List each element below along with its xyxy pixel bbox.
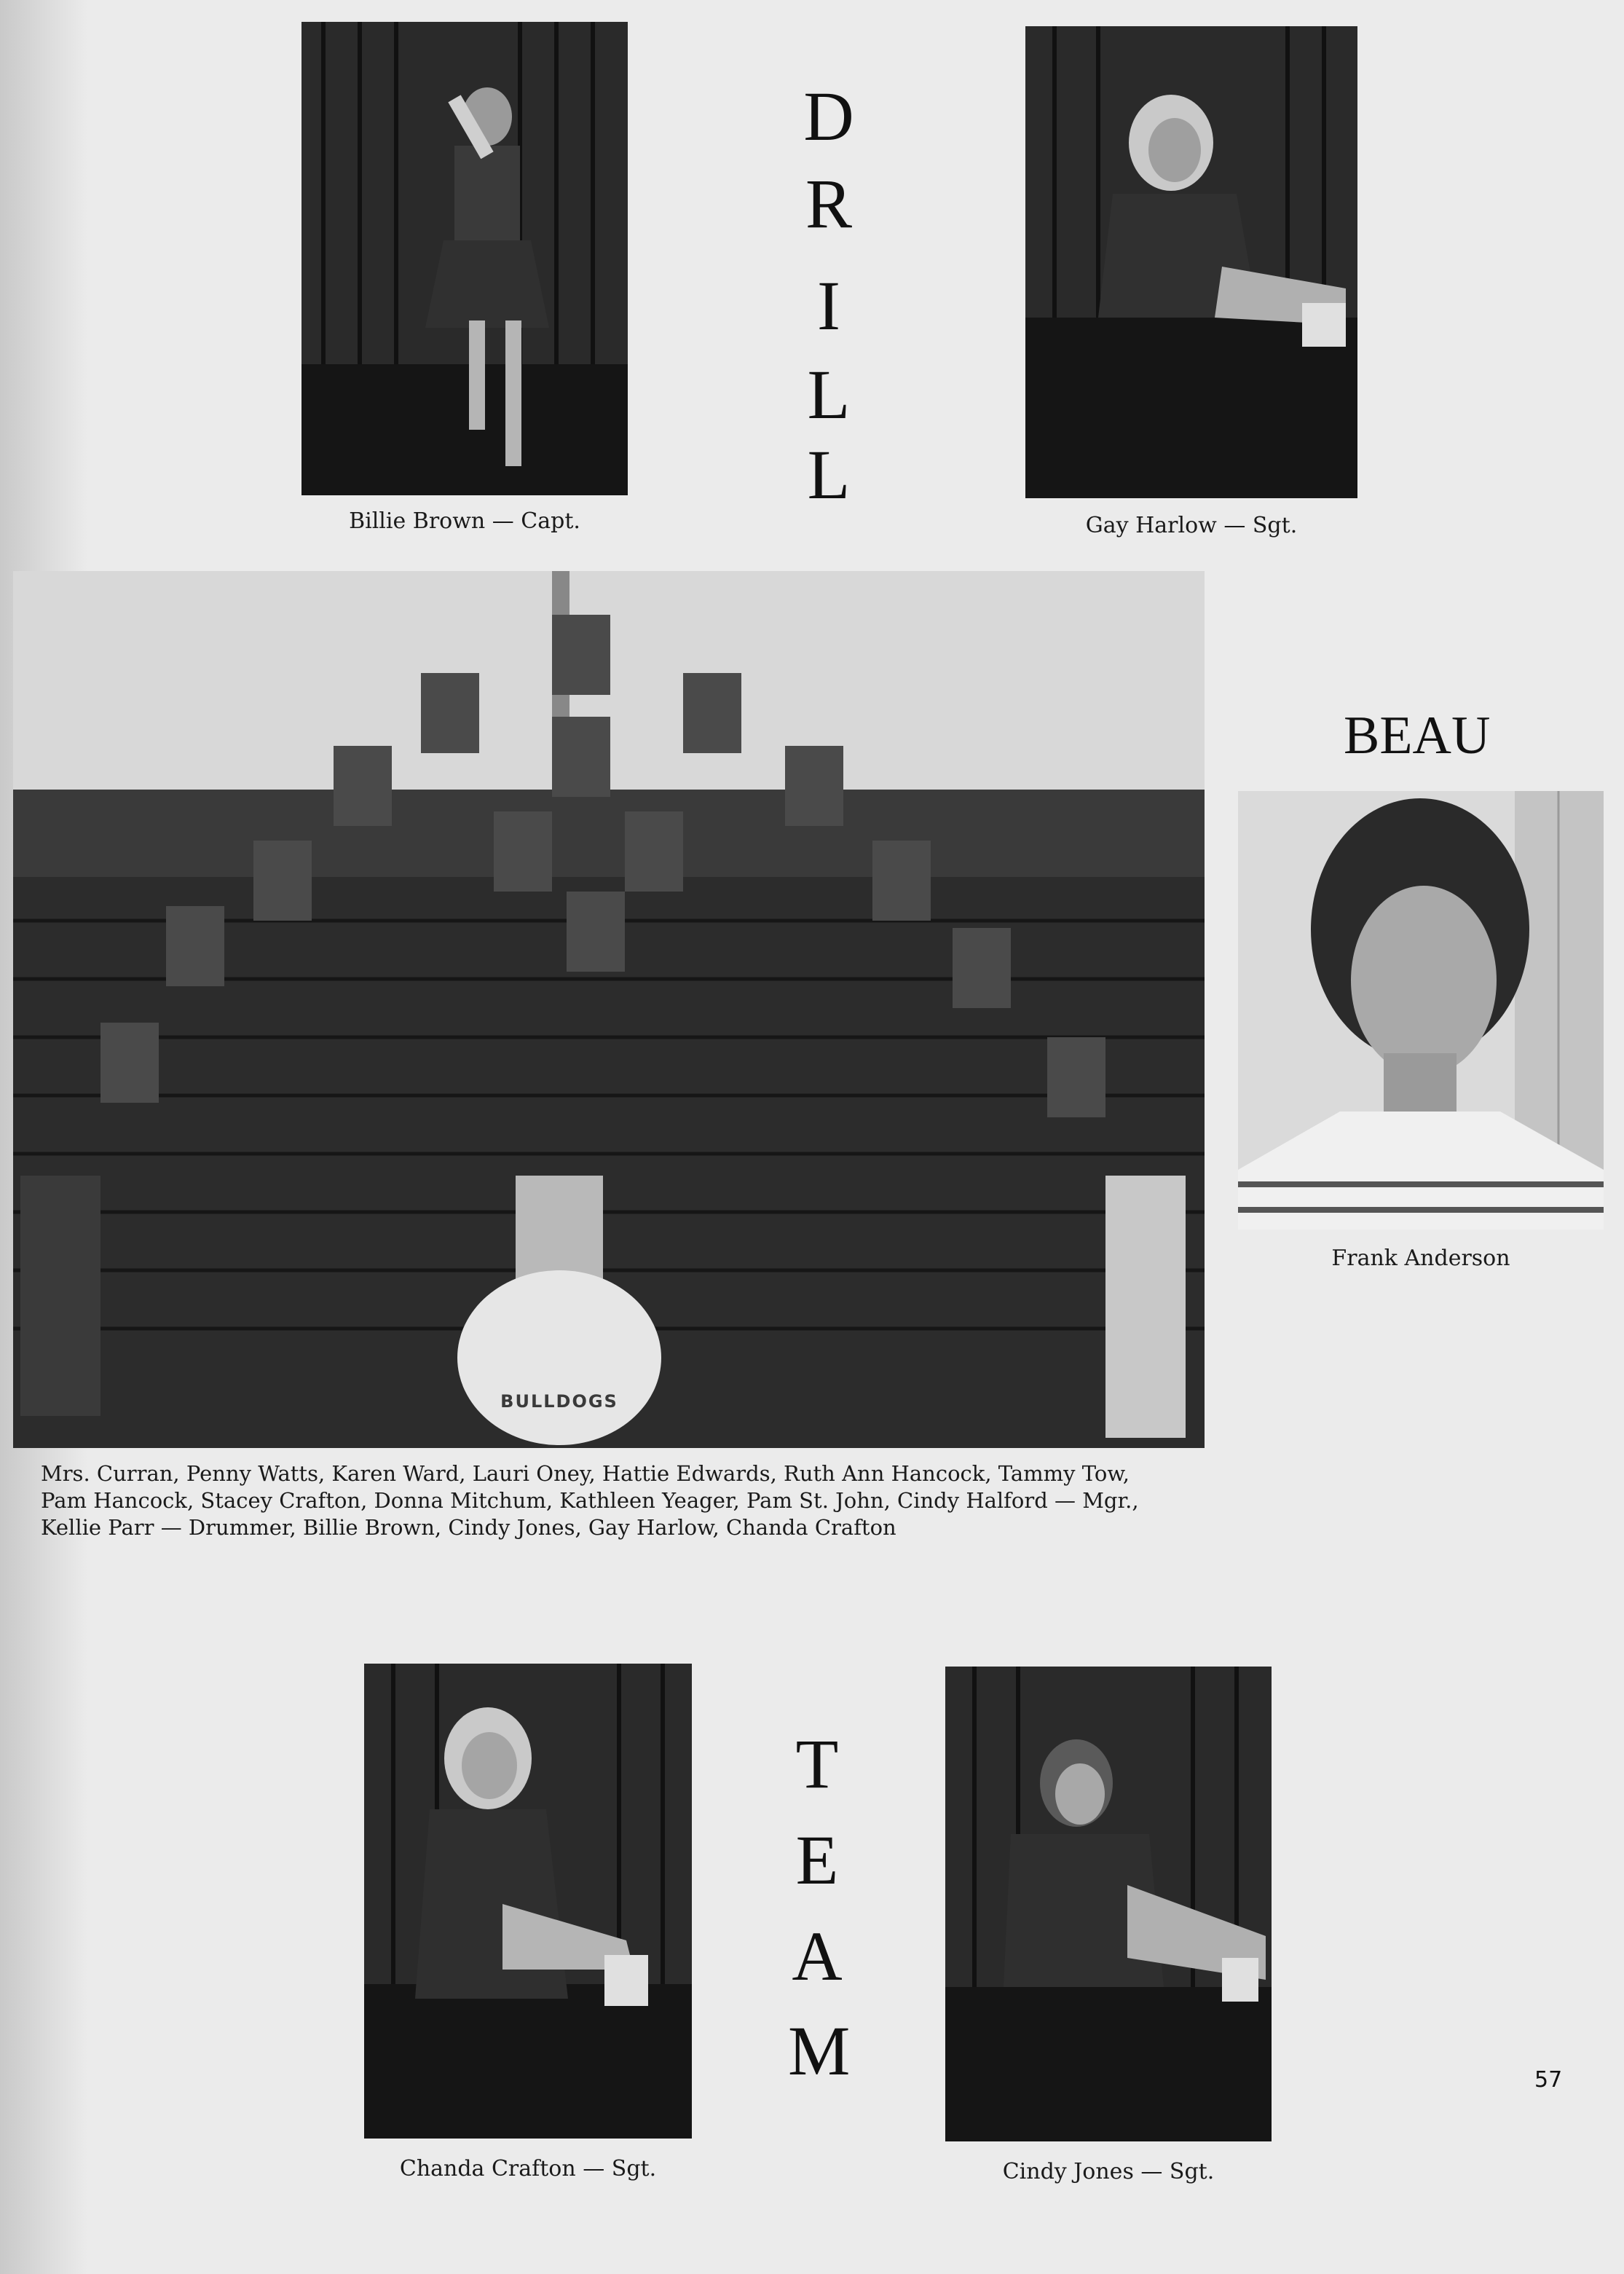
title-letter-l-2: L xyxy=(807,436,851,514)
title-letter-e: E xyxy=(795,1821,839,1899)
billie-brown-caption: Billie Brown — Capt. xyxy=(349,508,580,534)
gay-harlow-photo xyxy=(1025,26,1357,498)
title-letter-a: A xyxy=(792,1917,843,1995)
gay-harlow-caption: Gay Harlow — Sgt. xyxy=(1085,513,1298,538)
title-letter-d: D xyxy=(803,77,854,155)
title-letter-l-1: L xyxy=(807,355,851,433)
beau-heading: BEAU xyxy=(1344,706,1491,766)
title-letter-t: T xyxy=(795,1725,839,1803)
chanda-crafton-photo xyxy=(364,1664,692,2139)
group-caption-line-1: Mrs. Curran, Penny Watts, Karen Ward, Lauri Oney, Hattie Edwards, Ruth Ann Hancock, Tammy Tow, xyxy=(41,1461,1130,1486)
frank-anderson-caption: Frank Anderson xyxy=(1331,1246,1510,1271)
group-caption-line-2: Pam Hancock, Stacey Crafton, Donna Mitchum, Kathleen Yeager, Pam St. John, Cindy Halford — Mgr., xyxy=(41,1488,1139,1513)
drum-label: BULLDOGS xyxy=(500,1391,618,1412)
billie-brown-photo xyxy=(301,22,628,495)
group-photo-caption xyxy=(41,1460,1213,1541)
chanda-crafton-caption: Chanda Crafton — Sgt. xyxy=(399,2156,657,2181)
title-letter-m: M xyxy=(788,2012,851,2090)
cindy-jones-photo xyxy=(945,1667,1272,2141)
title-letter-r: R xyxy=(805,165,853,243)
page-number: 57 xyxy=(1534,2067,1563,2093)
title-letter-i: I xyxy=(817,267,840,345)
frank-anderson-photo xyxy=(1238,791,1604,1230)
group-caption-line-3: Kellie Parr — Drummer, Billie Brown, Cindy Jones, Gay Harlow, Chanda Crafton xyxy=(41,1515,896,1540)
drill-team-group-photo xyxy=(13,571,1205,1448)
cindy-jones-caption: Cindy Jones — Sgt. xyxy=(1002,2159,1215,2184)
